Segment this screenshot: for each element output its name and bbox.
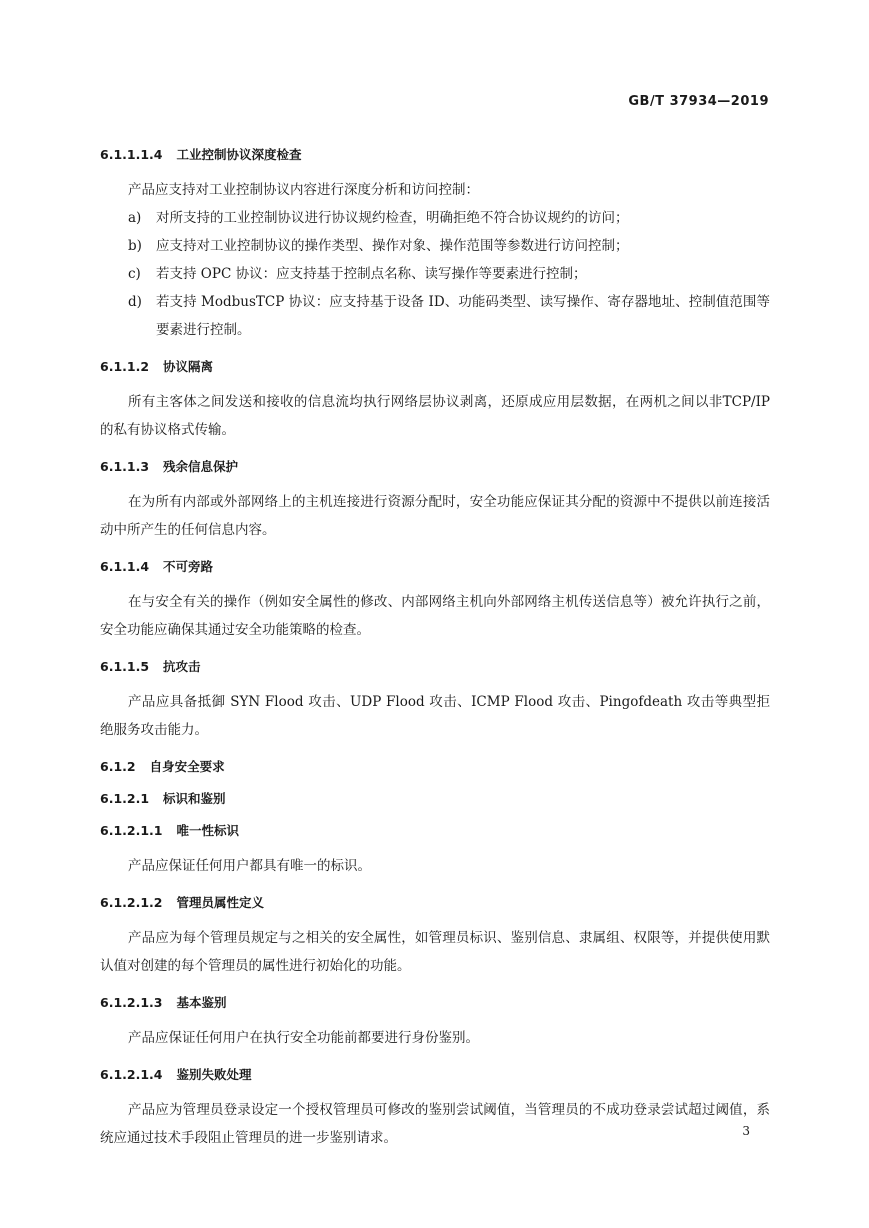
paragraph: 产品应为每个管理员规定与之相关的安全属性，如管理员标识、鉴别信息、隶属组、权限等，并提供使用默认值对创建的每个管理员的属性进行初始化的功能。 bbox=[100, 930, 770, 974]
section-heading bbox=[100, 558, 770, 576]
paragraph: 产品应为管理员登录设定一个授权管理员可修改的鉴别尝试阈值，当管理员的不成功登录尝试超过阈值，系统应通过技术手段阻止管理员的进一步鉴别请求。 bbox=[100, 1102, 770, 1146]
section-number: 6.1.1.5 bbox=[100, 659, 150, 674]
section-heading bbox=[100, 458, 770, 476]
section-heading bbox=[100, 822, 770, 840]
paragraph: 产品应支持对工业控制协议内容进行深度分析和访问控制： bbox=[128, 182, 479, 198]
section-number: 6.1.1.3 bbox=[100, 459, 150, 474]
section-number: 6.1.1.4 bbox=[100, 559, 150, 574]
paragraph: 产品应具备抵御 SYN Flood 攻击、UDP Flood 攻击、ICMP Flood 攻击、Pingofdeath 攻击等典型拒绝服务攻击能力。 bbox=[100, 694, 770, 738]
section-title: 唯一性标识 bbox=[176, 823, 239, 838]
section-number: 6.1.1.2 bbox=[100, 359, 150, 374]
paragraph: 所有主客体之间发送和接收的信息流均执行网络层协议剥离，还原成应用层数据，在两机之间以非TCP/IP 的私有协议格式传输。 bbox=[100, 394, 770, 438]
section-number: 6.1.1.1.4 bbox=[100, 147, 163, 162]
paragraph: 在为所有内部或外部网络上的主机连接进行资源分配时，安全功能应保证其分配的资源中不提供以前连接活动中所产生的任何信息内容。 bbox=[100, 494, 770, 538]
section-number: 6.1.2.1.1 bbox=[100, 823, 163, 838]
section-title: 基本鉴别 bbox=[176, 995, 227, 1010]
paragraph: 产品应保证任何用户都具有唯一的标识。 bbox=[128, 858, 371, 874]
section-heading bbox=[100, 1066, 770, 1084]
section-title: 鉴别失败处理 bbox=[176, 1067, 252, 1082]
list-item-text: 若支持 ModbusTCP 协议：应支持基于设备 ID、功能码类型、读写操作、寄存器地址、控制值范围等要素进行控制。 bbox=[156, 294, 770, 338]
page-number: 3 bbox=[742, 1124, 750, 1138]
section-title: 自身安全要求 bbox=[149, 759, 225, 774]
list-marker: a) bbox=[128, 210, 142, 226]
page-content bbox=[100, 140, 770, 1152]
section-title: 协议隔离 bbox=[163, 359, 214, 374]
section-title: 管理员属性定义 bbox=[176, 895, 264, 910]
list-item-text: 若支持 OPC 协议：应支持基于控制点名称、读写操作等要素进行控制； bbox=[156, 266, 587, 282]
section-number: 6.1.2.1.2 bbox=[100, 895, 163, 910]
paragraph: 在与安全有关的操作（例如安全属性的修改、内部网络主机向外部网络主机传送信息等）被允许执行之前，安全功能应确保其通过安全功能策略的检查。 bbox=[100, 594, 770, 638]
section-title: 抗攻击 bbox=[163, 659, 201, 674]
list-item bbox=[100, 204, 770, 232]
section-heading bbox=[100, 994, 770, 1012]
list-item-text: 应支持对工业控制协议的操作类型、操作对象、操作范围等参数进行访问控制； bbox=[156, 238, 629, 254]
list-item bbox=[100, 232, 770, 260]
list-item-text: 对所支持的工业控制协议进行协议规约检查，明确拒绝不符合协议规约的访问； bbox=[156, 210, 629, 226]
list-marker: c) bbox=[128, 266, 141, 282]
section-heading bbox=[100, 358, 770, 376]
section-heading bbox=[100, 758, 770, 776]
section-heading bbox=[100, 658, 770, 676]
paragraph: 产品应保证任何用户在执行安全功能前都要进行身份鉴别。 bbox=[128, 1030, 479, 1046]
section-number: 6.1.2.1.4 bbox=[100, 1067, 163, 1082]
section-number: 6.1.2.1 bbox=[100, 791, 150, 806]
section-title: 不可旁路 bbox=[163, 559, 214, 574]
section-title: 残余信息保护 bbox=[163, 459, 239, 474]
section-heading bbox=[100, 790, 770, 808]
list-marker: d) bbox=[128, 294, 142, 310]
list-item bbox=[100, 260, 770, 288]
section-heading bbox=[100, 894, 770, 912]
section-number: 6.1.2.1.3 bbox=[100, 995, 163, 1010]
list-item bbox=[100, 288, 770, 344]
section-number: 6.1.2 bbox=[100, 759, 136, 774]
section-title: 标识和鉴别 bbox=[163, 791, 226, 806]
list-marker: b) bbox=[128, 238, 142, 254]
section-heading bbox=[100, 146, 770, 164]
section-title: 工业控制协议深度检查 bbox=[176, 147, 302, 162]
standard-number: GB/T 37934—2019 bbox=[628, 94, 769, 109]
